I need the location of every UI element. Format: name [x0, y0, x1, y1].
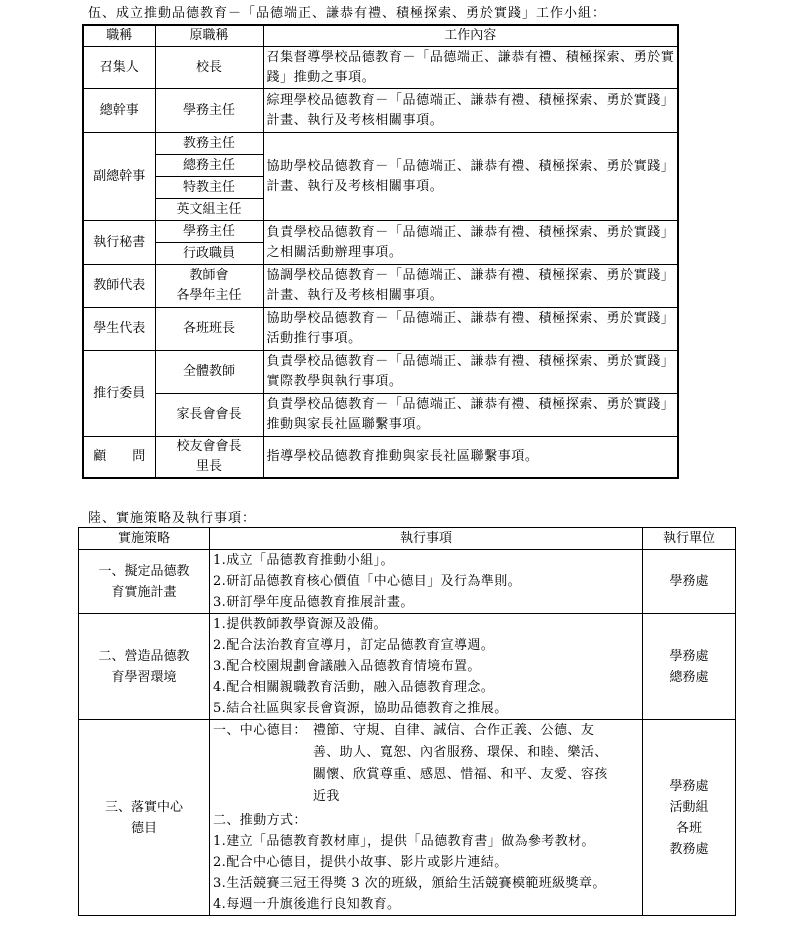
row-role: 行政職員 — [155, 243, 263, 265]
row-content: 負責學校品德教育－「品德端正、謙恭有禮、積極探索、勇於實踐」推動與家長社區聯繫事項。 — [263, 394, 678, 437]
action-list — [210, 720, 643, 916]
row-title: 顧 問 — [83, 437, 155, 479]
table-row — [83, 265, 678, 308]
row-content: 指導學校品德教育推動與家長社區聯繫事項。 — [263, 437, 678, 479]
methods-label: 二、推動方式： — [213, 813, 307, 828]
virtues-list: 禮節、守規、自律、誠信、合作正義、公德、友善、助人、寬恕、內省服務、環保、和睦、樂活、關懷、欣賞尊重、感恩、惜福、和平、友愛、容孩近我 — [312, 723, 608, 804]
row-role: 校友會會長 里長 — [155, 437, 263, 479]
table-row — [83, 308, 678, 351]
row-title: 學生代表 — [83, 308, 155, 351]
list-item: 1.建立「品德教育教材庫」，提供「品德教育書」做為參考教材。 — [213, 834, 595, 849]
table-row — [83, 89, 678, 133]
list-item: 5.結合社區與家長會資源，協助品德教育之推展。 — [213, 701, 508, 716]
col-header-work-content: 工作內容 — [263, 25, 678, 47]
strategy-cell: 二、營造品德教 育學習環境 — [79, 614, 210, 720]
table-row — [83, 437, 678, 479]
row-role: 英文組主任 — [155, 199, 263, 221]
strategy-cell: 一、擬定品德教 育實施計畫 — [79, 550, 210, 614]
section5-heading: 伍、成立推動品德教育－「品德端正、謙恭有禮、積極探索、勇於實踐」工作小組： — [88, 6, 607, 21]
col-header-original-title: 原職稱 — [155, 25, 263, 47]
row-role: 教務主任 — [155, 133, 263, 155]
table-row — [83, 351, 678, 394]
unit-cell: 學務處 活動組 各班 教務處 — [643, 720, 736, 916]
row-content: 負責學校品德教育－「品德端正、謙恭有禮、積極探索、勇於實踐」實際教學與執行事項。 — [263, 351, 678, 394]
action-list — [210, 550, 643, 614]
row-content: 協助學校品德教育－「品德端正、謙恭有禮、積極探索、勇於實踐」計畫、執行及考核相關事項。 — [263, 133, 678, 221]
col-header-actions: 執行事項 — [210, 528, 643, 550]
row-role: 學務主任 — [155, 221, 263, 243]
row-role: 校長 — [155, 47, 263, 89]
row-role: 全體教師 — [155, 351, 263, 394]
row-title: 總幹事 — [83, 89, 155, 133]
list-item: 4.配合相關親職教育活動，融入品德教育理念。 — [213, 680, 495, 695]
table-row — [83, 133, 678, 155]
strategy-cell: 三、落實中心 德目 — [79, 720, 210, 916]
action-list — [210, 614, 643, 720]
table-row — [83, 394, 678, 437]
list-item: 2.配合法治教育宣導月，訂定品德教育宣導週。 — [213, 638, 495, 653]
table-row — [79, 550, 736, 614]
row-role: 總務主任 — [155, 155, 263, 177]
row-title: 執行秘書 — [83, 221, 155, 265]
row-role: 家長會會長 — [155, 394, 263, 437]
table-row — [79, 614, 736, 720]
table-row — [79, 720, 736, 916]
list-item: 1.提供教師教學資源及設備。 — [213, 617, 388, 632]
list-item: 4.每週一升旗後進行良知教育。 — [213, 897, 401, 912]
list-item: 3.配合校園規劃會議融入品德教育情境布置。 — [213, 659, 481, 674]
unit-cell: 學務處 — [643, 550, 736, 614]
row-title: 召集人 — [83, 47, 155, 89]
row-content: 協調學校品德教育－「品德端正、謙恭有禮、積極探索、勇於實踐」計畫、執行及考核相關事項。 — [263, 265, 678, 308]
row-role: 各班班長 — [155, 308, 263, 351]
row-content: 召集督導學校品德教育－「品德端正、謙恭有禮、積極探索、勇於實踐」推動之事項。 — [263, 47, 678, 89]
row-role: 特教主任 — [155, 177, 263, 199]
row-title: 副總幹事 — [83, 133, 155, 221]
section6-heading: 陸、實施策略及執行事項： — [88, 511, 257, 526]
row-role: 學務主任 — [155, 89, 263, 133]
list-item: 3.生活競賽三冠王得獎 3 次的班級，頒給生活競賽模範班級獎章。 — [213, 876, 606, 891]
table-row — [83, 47, 678, 89]
unit-cell: 學務處 總務處 — [643, 614, 736, 720]
list-item: 2.研訂品德教育核心價值「中心德目」及行為準則。 — [213, 574, 522, 589]
virtues-label: 一、中心德目： — [213, 723, 307, 738]
table-row — [83, 221, 678, 243]
list-item: 3.研訂學年度品德教育推展計畫。 — [213, 595, 414, 610]
col-header-strategy: 實施策略 — [79, 528, 210, 550]
row-content: 負責學校品德教育－「品德端正、謙恭有禮、積極探索、勇於實踐」之相關活動辦理事項。 — [263, 221, 678, 265]
row-content: 協助學校品德教育－「品德端正、謙恭有禮、積極探索、勇於實踐」活動推行事項。 — [263, 308, 678, 351]
list-item: 2.配合中心德目，提供小故事、影片或影片連結。 — [213, 855, 508, 870]
col-header-unit: 執行單位 — [643, 528, 736, 550]
row-title: 教師代表 — [83, 265, 155, 308]
work-group-table — [82, 24, 679, 479]
row-role: 教師會 各學年主任 — [155, 265, 263, 308]
col-header-title: 職稱 — [83, 25, 155, 47]
strategy-table — [78, 527, 736, 916]
list-item: 1.成立「品德教育推動小組」。 — [213, 553, 394, 568]
row-title: 推行委員 — [83, 351, 155, 437]
row-content: 綜理學校品德教育－「品德端正、謙恭有禮、積極探索、勇於實踐」計畫、執行及考核相關事項。 — [263, 89, 678, 133]
